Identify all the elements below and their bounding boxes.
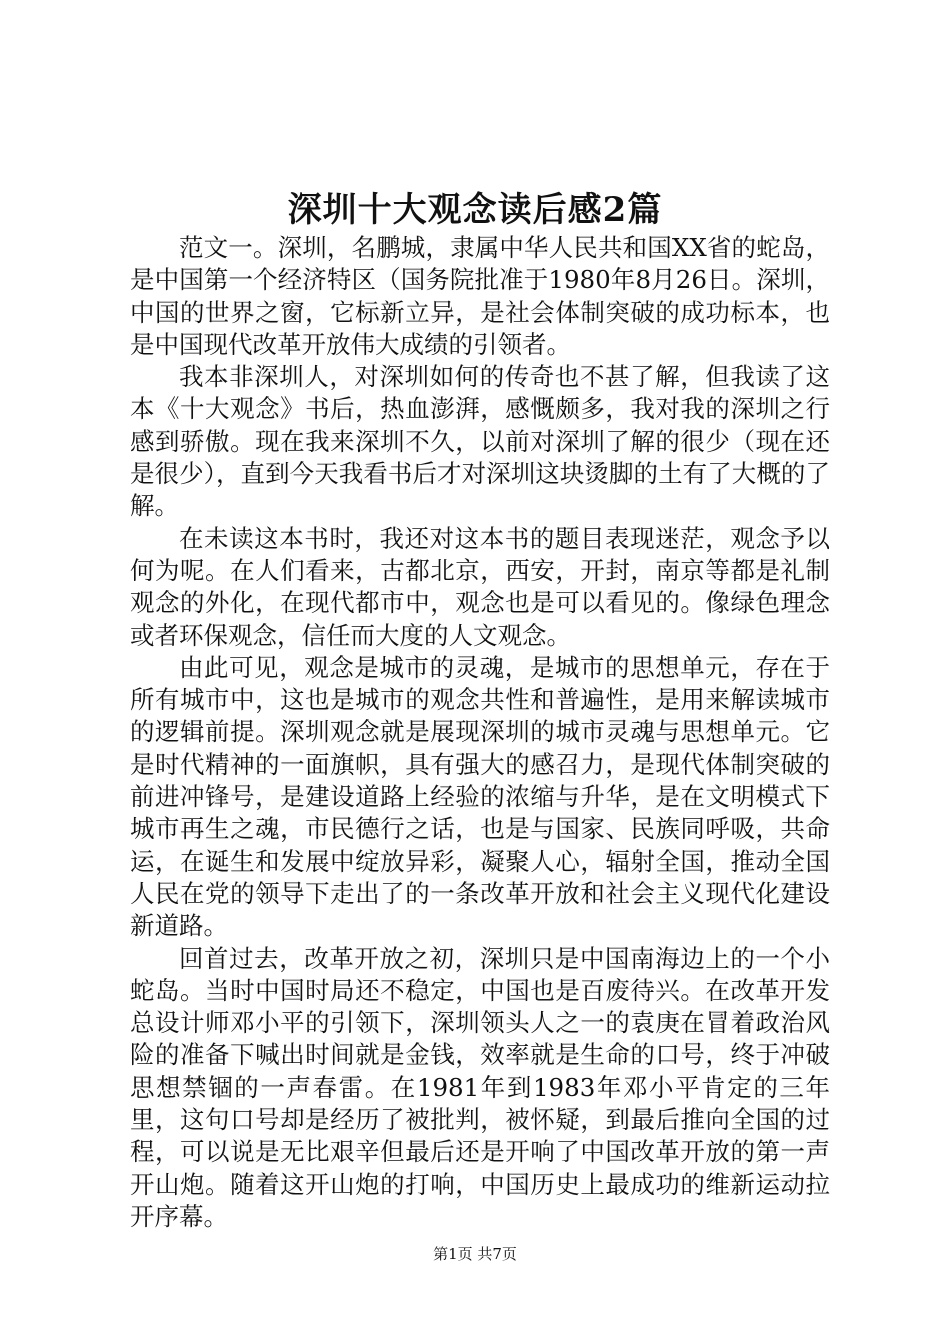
paragraph-5: 回首过去，改革开放之初，深圳只是中国南海边上的一个小蛇岛。当时中国时局还不稳定，中国也是百废待兴。在改革开发总设计师邓小平的引领下，深圳领头人之一的袁庚在冒着政治风险的准备下喊出时间就是金钱，效率就是生命的口号，终于冲破思想禁锢的一声春雷。在1981年到1983年邓小平肯定的三年里，这句口号却是经历了被批判，被怀疑，到最后推向全国的过程，可以说是无比艰辛但最后还是开响了中国改革开放的第一声开山炮。随着这开山炮的打响，中国历史上最成功的维新运动拉开序幕。 bbox=[130, 943, 830, 1231]
paragraph-2: 我本非深圳人，对深圳如何的传奇也不甚了解，但我读了这本《十大观念》书后，热血澎湃，感慨颇多，我对我的深圳之行感到骄傲。现在我来深圳不久，以前对深圳了解的很少（现在还是很少），直到今天我看书后才对深圳这块烫脚的土有了大概的了解。 bbox=[130, 362, 830, 521]
paragraph-4: 由此可见，观念是城市的灵魂，是城市的思想单元，存在于所有城市中，这也是城市的观念共性和普遍性，是用来解读城市的逻辑前提。深圳观念就是展现深圳的城市灵魂与思想单元。它是时代精神的一面旗帜，具有强大的感召力，是现代体制突破的前进冲锋号，是建设道路上经验的浓缩与升华，是在文明模式下城市再生之魂，市民德行之话，也是与国家、民族同呼吸，共命运，在诞生和发展中绽放异彩，凝聚人心，辐射全国，推动全国人民在党的领导下走出了的一条改革开放和社会主义现代化建设新道路。 bbox=[130, 652, 830, 941]
paragraph-1: 范文一。深圳，名鹏城，隶属中华人民共和国XX省的蛇岛，是中国第一个经济特区（国务院批准于1980年8月26日。深圳，中国的世界之窗，它标新立异，是社会体制突破的成功标本，也是中国现代改革开放伟大成绩的引领者。 bbox=[130, 233, 830, 359]
paragraph-3: 在未读这本书时，我还对这本书的题目表现迷茫，观念予以何为呢。在人们看来，古都北京，西安，开封，南京等都是礼制观念的外化，在现代都市中，观念也是可以看见的。像绿色理念或者环保观念，信任而大度的人文观念。 bbox=[130, 523, 830, 650]
page-footer: 第1页 共7页 bbox=[433, 1245, 517, 1263]
document-body bbox=[130, 232, 830, 1233]
document-title: 深圳十大观念读后感2篇 bbox=[287, 190, 663, 230]
